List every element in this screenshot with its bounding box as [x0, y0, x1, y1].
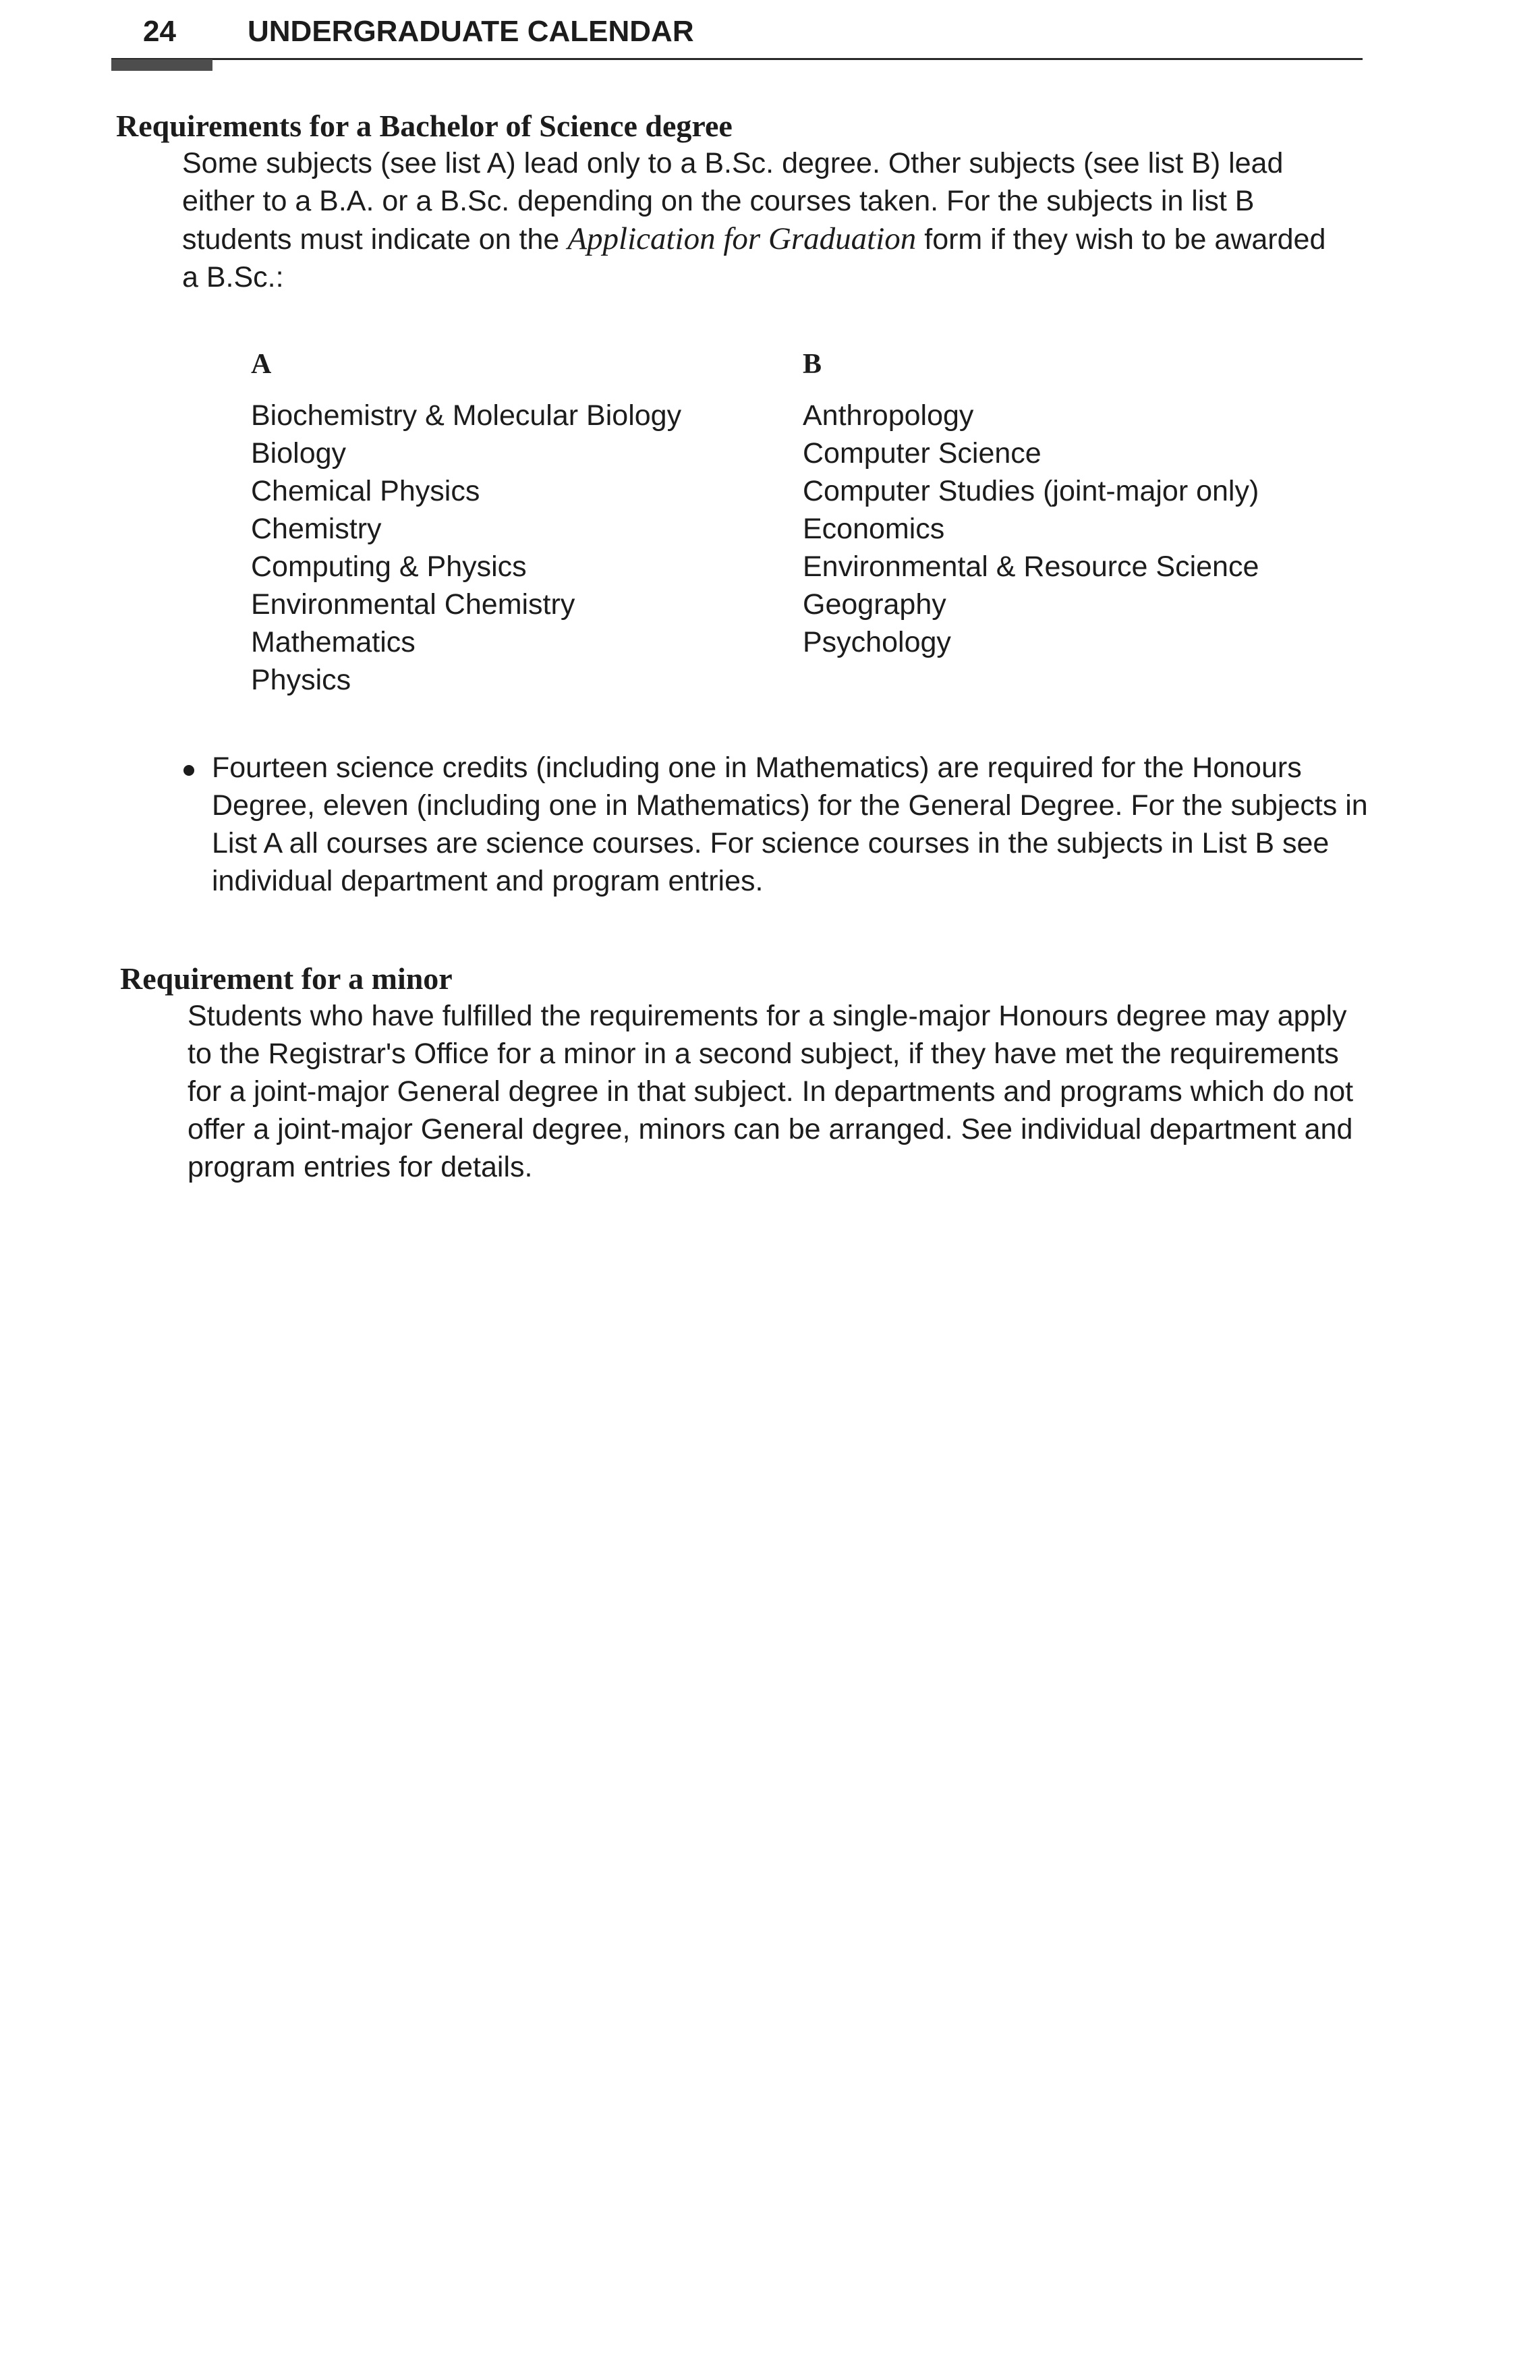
list-a	[251, 348, 681, 699]
list-item: Anthropology	[803, 399, 974, 432]
list-b	[803, 348, 1259, 661]
bsc-heading: Requirements for a Bachelor of Science degree	[116, 109, 733, 143]
list-item: Mathematics	[251, 626, 416, 658]
page-number: 24	[143, 15, 176, 48]
list-item: Biology	[251, 437, 347, 470]
bsc-intro-text: Some subjects (see list A) lead only to a B.Sc. degree. Other subjects (see list B) lead either to a B.A. or a B.Sc. depending on the courses taken. For the subjects in list B students must indicate on the	[182, 147, 1284, 256]
running-head	[143, 15, 694, 49]
list-b-label: B	[803, 349, 822, 380]
list-item: Biochemistry & Molecular Biology	[251, 399, 682, 432]
header-rule-accent	[111, 59, 212, 71]
list-item: Chemistry	[251, 513, 382, 545]
science-credits-text: Fourteen science credits (including one in Mathematics) are required for the Honours Degree, eleven (including one in Mathematics) for the General Degree. For the subjects in List A all courses are science courses. For science courses in the subjects in List B see individual department and program entries.	[212, 752, 1368, 897]
list-b-items	[803, 397, 1259, 661]
header-rule	[111, 58, 1363, 60]
list-item: Environmental & Resource Science	[803, 550, 1259, 583]
list-a-items	[251, 397, 681, 699]
list-item: Computer Studies (joint-major only)	[803, 475, 1259, 507]
running-title: UNDERGRADUATE CALENDAR	[248, 15, 694, 48]
bsc-intro-text-end: form if they wish to be awarded a B.Sc.:	[182, 223, 1326, 293]
bsc-intro-paragraph	[182, 144, 1329, 296]
list-item: Physics	[251, 664, 351, 696]
list-item: Psychology	[803, 626, 951, 658]
minor-paragraph: Students who have fulfilled the requirements for a single-major Honours degree may apply to the Registrar's Office for a minor in a second subject, if they have met the requirements for a joint-major General degree in that subject. In departments and programs which do not offer a joint-major General degree, minors can be arranged. See individual department and program entries for details.	[188, 1000, 1354, 1183]
bullet-icon	[183, 765, 194, 776]
application-form-title: Application for Graduation	[567, 221, 917, 256]
list-item: Computer Science	[803, 437, 1042, 470]
minor-heading: Requirement for a minor	[120, 961, 453, 996]
list-item: Environmental Chemistry	[251, 588, 575, 621]
list-item: Chemical Physics	[251, 475, 480, 507]
list-a-label: A	[251, 349, 272, 380]
list-item: Computing & Physics	[251, 550, 527, 583]
list-item: Geography	[803, 588, 946, 621]
list-item: Economics	[803, 513, 945, 545]
